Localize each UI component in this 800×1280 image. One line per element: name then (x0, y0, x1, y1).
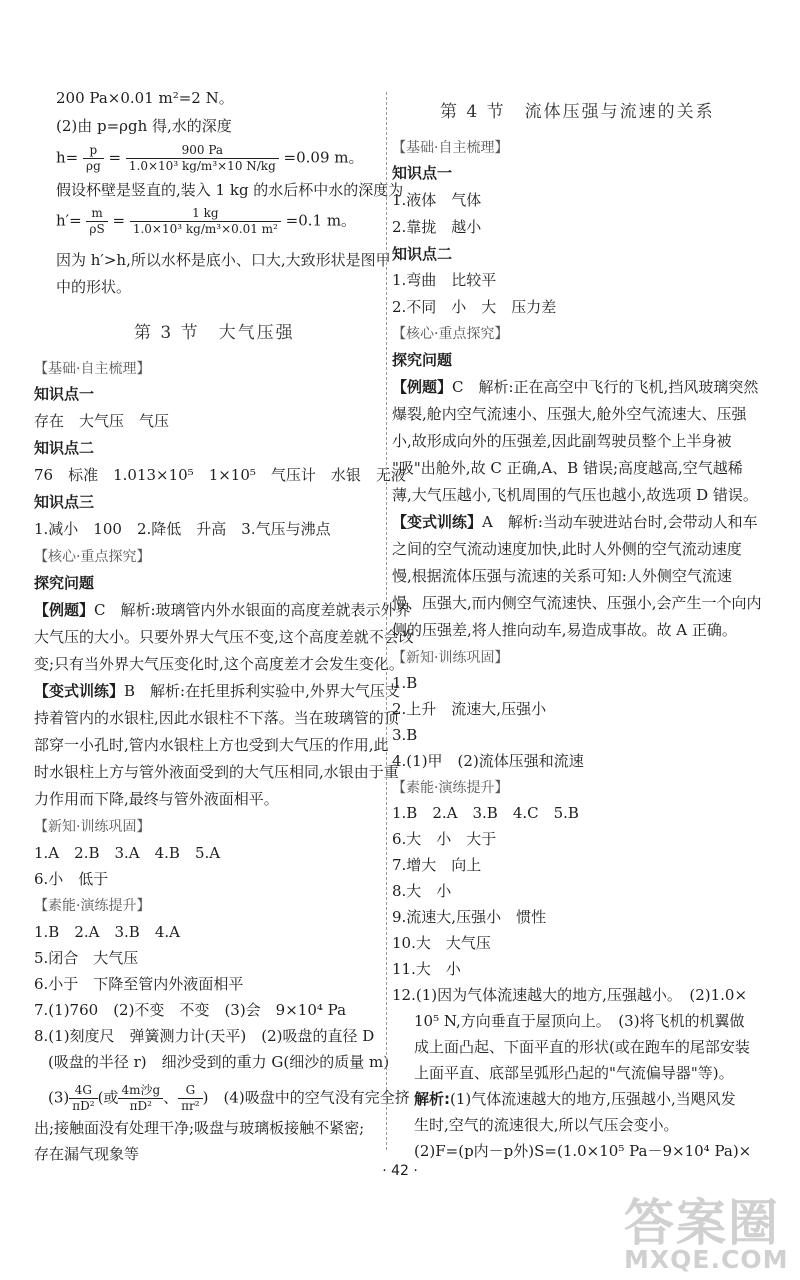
subheading: 探究问题 (392, 351, 453, 369)
text-line: 慢、压强大,而内侧空气流速快、压强小,会产生一个向内 (392, 594, 762, 612)
text-line: 时水银柱上方与管外液面受到的大气压相同,水银由于重 (34, 763, 399, 781)
answer-line: 1.弯曲 比较平 (392, 271, 497, 289)
fraction: $\frac{\text{4m沙g}}{\text{πD²}}$ (118, 1083, 163, 1114)
text-line: 假设杯壁是竖直的,装入 1 kg 的水后杯中水的深度为 (56, 181, 404, 199)
analysis-line: 解析:(1)气体流速越大的地方,压强越小,当飓风发 (414, 1090, 736, 1108)
watermark-text: 答案圈 (624, 1194, 780, 1252)
text-line: 薄,大气压越小,飞机周围的气压也越小,故选项 D 错误。 (392, 486, 758, 504)
text-line: 持着管内的水银柱,因此水银柱不下落。当在玻璃管的顶 (34, 709, 399, 727)
text-line: 上面平直、底部呈弧形凸起的"气流偏导器"等)。 (414, 1064, 734, 1082)
answer-line: 11.大 小 (392, 960, 461, 978)
answer-line: 1.减小 100 2.降低 升高 3.气压与沸点 (34, 520, 331, 538)
text-line: 存在漏气现象等 (34, 1145, 140, 1163)
text-line: "吸"出舱外,故 C 正确,A、B 错误;高度越高,空气越稀 (392, 459, 743, 477)
text-line: (吸盘的半径 r) 细沙受到的重力 G(细沙的质量 m) (48, 1053, 390, 1071)
fraction: $\frac{G}{\text{πr²}}$ (178, 1083, 202, 1114)
section-tag: 【素能·演练提升】 (392, 780, 509, 796)
equation-depth: h= $\frac{p}{\rho g}$ = $\frac{900 Pa}{\text{1.0×10³ kg/m³×10 N/kg}}$ =0.09 m。 (56, 143, 364, 173)
answer-line: 存在 大气压 气压 (34, 412, 170, 430)
section-title: 第 4 节 流体压强与流速的关系 (440, 102, 715, 122)
eq-lhs: h= (56, 148, 79, 167)
text-line: 200 Pa×0.01 m²=2 N。 (56, 89, 234, 107)
answer-line: 2.不同 小 大 压力差 (392, 298, 557, 316)
section-title: 第 3 节 大气压强 (134, 323, 295, 343)
answer-line: 6.小于 下降至管内外液面相平 (34, 975, 244, 993)
answer-line: 2.靠拢 越小 (392, 218, 482, 236)
watermark-url: MXQE.COM (624, 1245, 789, 1274)
answer-line: 8.(1)刻度尺 弹簧测力计(天平) (2)吸盘的直径 D (34, 1027, 375, 1045)
text-line: 大气压的大小。只要外界大气压不变,这个高度差就不会改 (34, 628, 414, 646)
example-line: 【例题】C 解析:玻璃管内外水银面的高度差就表示外界 (34, 601, 411, 619)
section-tag: 【新知·训练巩固】 (392, 650, 509, 666)
fraction: $\frac{4G}{\text{πD²}}$ (69, 1083, 97, 1114)
subheading: 知识点一 (392, 164, 453, 182)
subheading: 知识点二 (34, 439, 95, 457)
fraction: $\frac{p}{\rho g}$ (83, 143, 104, 174)
page-number: · 42 · (382, 1163, 418, 1179)
answer-line: 7.(1)760 (2)不变 不变 (3)会 9×10⁴ Pa (34, 1001, 347, 1019)
answer-line: 76 标准 1.013×10⁵ 1×10⁵ 气压计 水银 无液 (34, 466, 406, 484)
text-line: 生时,空气的流速很大,所以气压会变小。 (414, 1116, 679, 1134)
text-line: 侧的压强差,将人推向动车,易造成事故。故 A 正确。 (392, 621, 737, 639)
section-tag: 【核心·重点探究】 (34, 549, 151, 565)
answer-line: 1.B (392, 674, 418, 692)
text-line: (2)F=(p内－p外)S=(1.0×10⁵ Pa－9×10⁴ Pa)× (414, 1142, 752, 1160)
section-tag: 【核心·重点探究】 (392, 326, 509, 342)
subheading: 知识点二 (392, 245, 453, 263)
subheading: 知识点三 (34, 493, 95, 511)
variant-line: 【变式训练】B 解析:在托里拆利实验中,外界大气压支 (34, 682, 400, 700)
text-line: (2)由 p=ρgh 得,水的深度 (56, 117, 232, 135)
text-line: 力作用而下降,最终与管外液面相平。 (34, 790, 279, 808)
section-tag: 【基础·自主梳理】 (34, 361, 151, 377)
fraction: $\frac{900 Pa}{\text{1.0×10³ kg/m³×10 N/kg}}$ (126, 143, 279, 174)
text-line: 爆裂,舱内空气流速小、压强大,舱外空气流速大、压强 (392, 405, 747, 423)
answer-line: 8.大 小 (392, 882, 452, 900)
section-tag: 【新知·训练巩固】 (34, 819, 151, 835)
answer-line: 2.上升 流速大,压强小 (392, 700, 547, 718)
text-line: 因为 h′>h,所以水杯是底小、口大,大致形状是图甲 (56, 251, 391, 269)
text-line: 部穿一小孔时,管内水银柱上方也受到大气压的作用,此 (34, 736, 389, 754)
answer-line: 3.B (392, 726, 418, 744)
example-line: 【例题】C 解析:正在高空中飞行的飞机,挡风玻璃突然 (392, 378, 759, 396)
fraction: $\frac{m}{\rho S}$ (86, 206, 107, 237)
answer-line: 1.B 2.A 3.B 4.A (34, 923, 180, 941)
answer-line: 4.(1)甲 (2)流体压强和流速 (392, 752, 584, 770)
text-line: 慢,根据流体压强与流速的关系可知:人外侧空气流速 (392, 567, 732, 585)
variant-line: 【变式训练】A 解析:当动车驶进站台时,会带动人和车 (392, 513, 758, 531)
answer-line: 5.闭合 大气压 (34, 949, 139, 967)
text-line: 中的形状。 (56, 278, 132, 296)
answer-formula-line: (3) $\frac{4G}{\text{πD²}}$ (或 $\frac{\text{4m沙g}}{\text{πD²}}$ 、 $\frac{G}{\text{πr²}}$ ) (4)吸盘中的空气没有完全挤 (48, 1083, 410, 1113)
answer-line: 1.B 2.A 3.B 4.C 5.B (392, 804, 579, 822)
answer-line: 12.(1)因为气体流速越大的地方,压强越小。 (2)1.0× (392, 986, 748, 1004)
equation-depth-assumed: h′= $\frac{m}{\rho S}$ = $\frac{1 kg}{\text{1.0×10³ kg/m³×0.01 m²}}$ =0.1 m。 (56, 206, 357, 236)
answer-line: 10.大 大气压 (392, 934, 491, 952)
answer-line: 9.流速大,压强小 惯性 (392, 908, 547, 926)
text-line: 变;只有当外界大气压变化时,这个高度差才会发生变化。 (34, 655, 404, 673)
text-line: 10⁵ N,方向垂直于屋顶向上。 (3)将飞机的机翼做 (414, 1012, 745, 1030)
subheading: 知识点一 (34, 385, 95, 403)
text-line: 出;接触面没有处理干净;吸盘与玻璃板接触不紧密; (34, 1119, 365, 1137)
section-tag: 【基础·自主梳理】 (392, 140, 509, 156)
text-line: 成上面凸起、下面平直的形状(或在跑车的尾部安装 (414, 1038, 750, 1056)
fraction: $\frac{1 kg}{\text{1.0×10³ kg/m³×0.01 m²}}$ (130, 206, 281, 237)
answer-line: 6.大 小 大于 (392, 830, 497, 848)
column-divider (386, 92, 387, 1150)
section-tag: 【素能·演练提升】 (34, 898, 151, 914)
answer-line: 7.增大 向上 (392, 856, 482, 874)
answer-line: 6.小 低于 (34, 870, 109, 888)
text-line: 之间的空气流动速度加快,此时人外侧的空气流动速度 (392, 540, 742, 558)
answer-line: 1.液体 气体 (392, 191, 482, 209)
text-line: 小,故形成向外的压强差,因此副驾驶员整个上半身被 (392, 432, 732, 450)
subheading: 探究问题 (34, 574, 95, 592)
answer-line: 1.A 2.B 3.A 4.B 5.A (34, 844, 221, 862)
